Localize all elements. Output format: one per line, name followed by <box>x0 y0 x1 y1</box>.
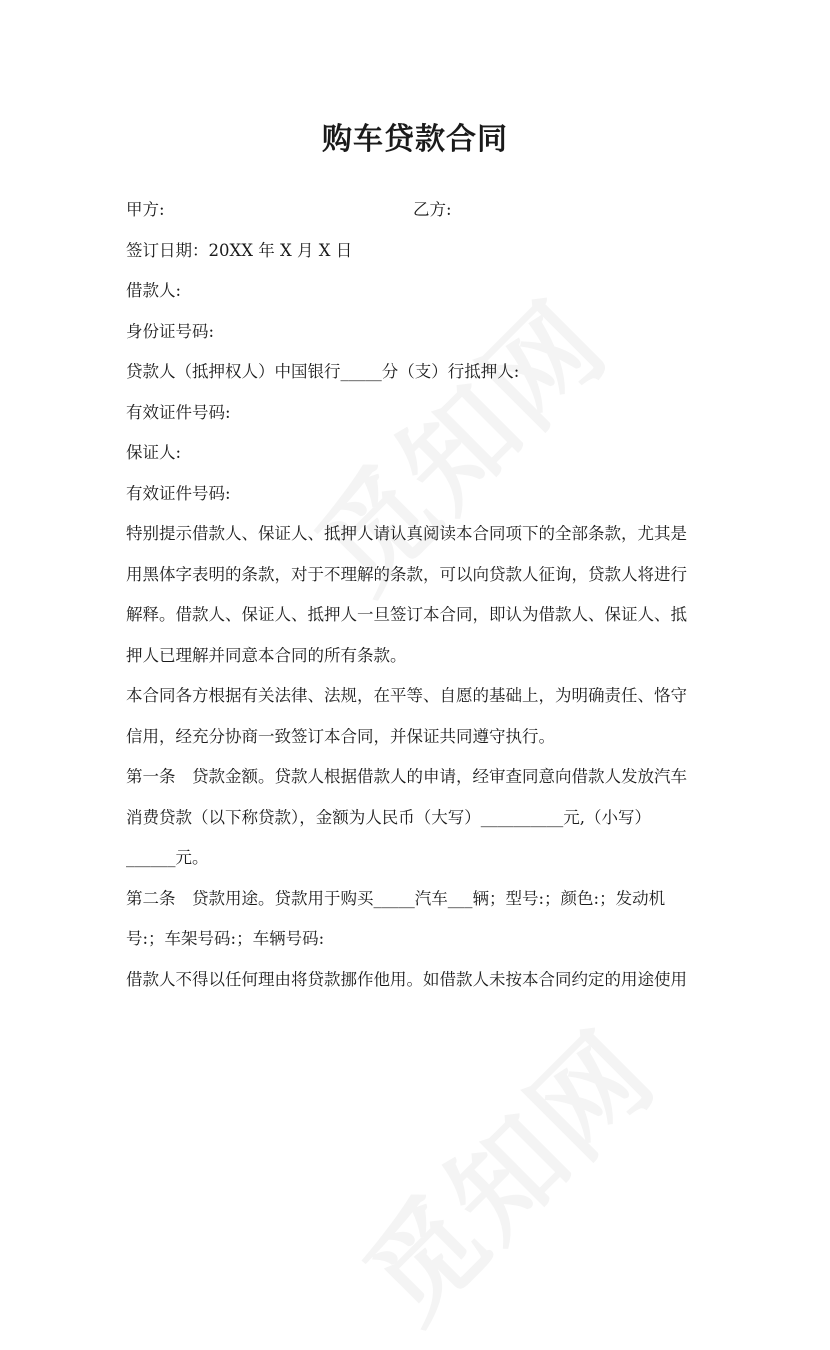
paragraph-line: 第二条 贷款用途。贷款用于购买_____汽车___辆；型号:；颜色:；发动机 <box>126 888 666 908</box>
sign-date: 签订日期：20XX 年 X 月 X 日 <box>126 240 353 260</box>
document-body <box>126 190 706 1000</box>
article-1-paragraph <box>126 757 706 879</box>
document-title: 购车贷款合同 <box>322 122 508 157</box>
paragraph-line: 信用，经充分协商一致签订本合同，并保证共同遵守执行。 <box>126 726 555 746</box>
paragraph-line: 用黑体字表明的条款，对于不理解的条款，可以向贷款人征询，贷款人将进行 <box>126 564 687 584</box>
guarantor-valid-id-label: 有效证件号码: <box>126 483 231 503</box>
watermark-bottom <box>324 991 684 1350</box>
lender-label: 贷款人（抵押权人）中国银行_____分（支）行抵押人: <box>126 362 520 381</box>
paragraph-line: 借款人不得以任何理由将贷款挪作他用。如借款人未按本合同约定的用途使用 <box>126 969 687 989</box>
paragraph-line: ______元。 <box>126 848 209 867</box>
party-a-label: 甲方: <box>126 200 165 219</box>
paragraph-line: 第一条 贷款金额。贷款人根据借款人的申请，经审查同意向借款人发放汽车 <box>126 767 687 786</box>
paragraph-line: 号:；车架号码:；车辆号码: <box>126 929 325 948</box>
paragraph-line: 特别提示借款人、保证人、抵押人请认真阅读本合同项下的全部条款，尤其是 <box>126 524 687 543</box>
party-b-label: 乙方: <box>413 200 452 219</box>
parties-line <box>126 190 706 231</box>
borrower-label: 借款人: <box>126 281 182 300</box>
guarantor-label: 保证人: <box>126 443 182 462</box>
usage-paragraph <box>126 960 706 1001</box>
notice-paragraph <box>126 514 706 676</box>
paragraph-line: 解释。借款人、保证人、抵押人一旦签订本合同，即认为借款人、保证人、抵 <box>126 605 687 624</box>
id-number-label: 身份证号码: <box>126 321 215 341</box>
paragraph-line: 本合同各方根据有关法律、法规，在平等、自愿的基础上，为明确责任、恪守 <box>126 686 687 705</box>
paragraph-line: 消费贷款（以下称贷款），金额为人民币（大写）__________元,（小写） <box>126 807 651 827</box>
article-2-paragraph <box>126 879 706 960</box>
paragraph-line: 押人已理解并同意本合同的所有条款。 <box>126 645 407 665</box>
valid-id-label: 有效证件号码: <box>126 402 231 422</box>
principle-paragraph <box>126 676 706 757</box>
